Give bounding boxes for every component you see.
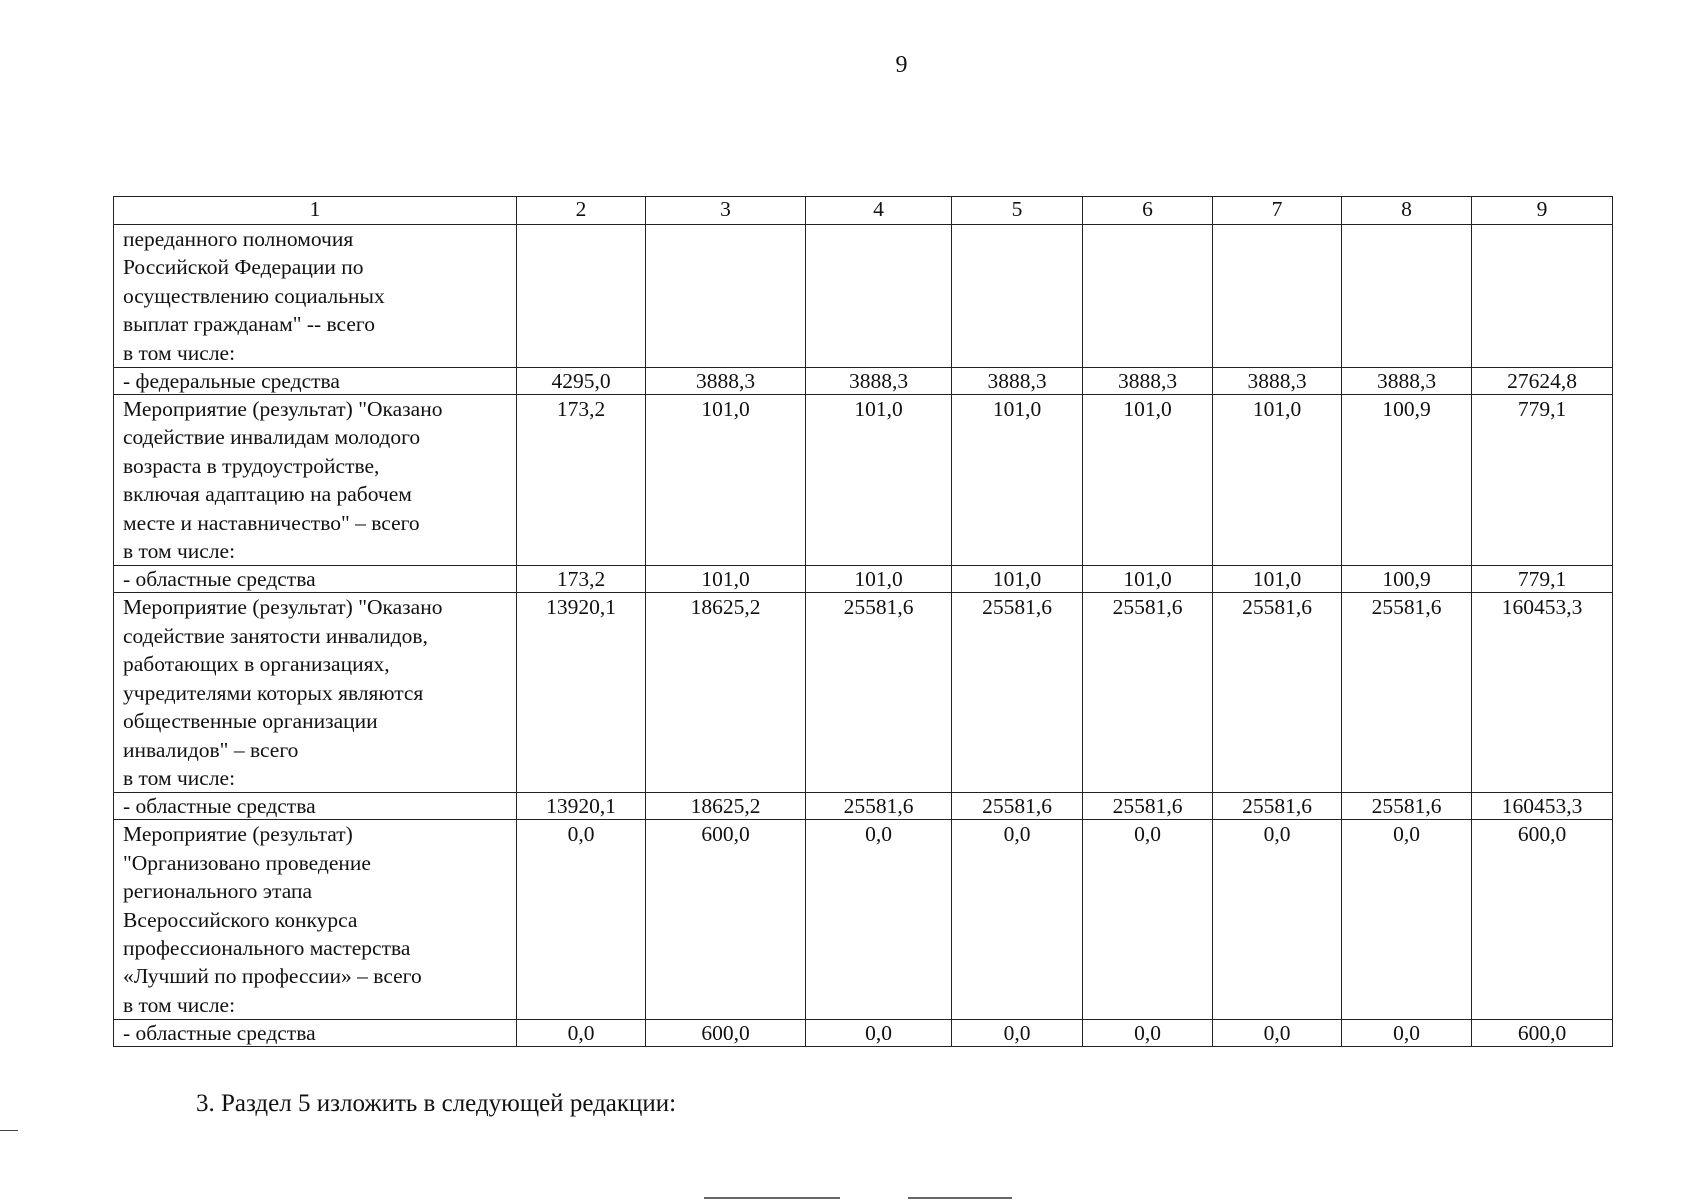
table-cell: 160453,3 (1472, 793, 1613, 820)
table-cell: 0,0 (517, 1020, 646, 1047)
column-header: 6 (1083, 197, 1213, 225)
table-cell: 25581,6 (806, 793, 952, 820)
table-cell: 18625,2 (646, 793, 806, 820)
table-cell: 101,0 (806, 395, 952, 566)
bottom-rule (908, 1197, 1012, 1199)
row-label: - областные средства (114, 1020, 517, 1047)
table-cell (646, 225, 806, 368)
column-header: 4 (806, 197, 952, 225)
table-row (114, 368, 1613, 395)
table-row (114, 1020, 1613, 1047)
table-cell: 0,0 (517, 820, 646, 1020)
table-cell: 4295,0 (517, 368, 646, 395)
table-cell: 101,0 (1083, 566, 1213, 593)
table-cell: 0,0 (1342, 1020, 1472, 1047)
table-cell: 3888,3 (1083, 368, 1213, 395)
table-cell (952, 225, 1083, 368)
table-cell: 25581,6 (952, 793, 1083, 820)
table-cell: 0,0 (806, 820, 952, 1020)
table-cell: 600,0 (646, 1020, 806, 1047)
table-cell: 25581,6 (1213, 593, 1342, 793)
table-cell: 101,0 (1213, 395, 1342, 566)
table-cell: 101,0 (1213, 566, 1342, 593)
table-cell (1083, 225, 1213, 368)
table-cell (1213, 225, 1342, 368)
table-cell: 25581,6 (806, 593, 952, 793)
table-cell: 0,0 (952, 820, 1083, 1020)
table-cell: 101,0 (1083, 395, 1213, 566)
budget-table (113, 196, 1613, 1047)
table-cell: 173,2 (517, 566, 646, 593)
table-cell: 25581,6 (1083, 593, 1213, 793)
table-cell: 25581,6 (1342, 793, 1472, 820)
table-cell: 101,0 (806, 566, 952, 593)
table-cell: 27624,8 (1472, 368, 1613, 395)
table-cell (1472, 225, 1613, 368)
column-header: 7 (1213, 197, 1342, 225)
column-header: 1 (114, 197, 517, 225)
table-cell: 3888,3 (952, 368, 1083, 395)
bottom-rule (704, 1197, 840, 1199)
table-cell: 779,1 (1472, 395, 1613, 566)
table-cell: 101,0 (646, 395, 806, 566)
row-label: Мероприятие (результат) "Оказано содействие инвалидам молодого возраста в трудоустройстве, включая адаптацию на рабочем месте и наставничество" – всего в том числе: (114, 395, 517, 566)
table-cell: 779,1 (1472, 566, 1613, 593)
table-cell: 600,0 (1472, 820, 1613, 1020)
table-cell: 173,2 (517, 395, 646, 566)
table-cell: 100,9 (1342, 395, 1472, 566)
table-row (114, 793, 1613, 820)
table-cell: 13920,1 (517, 593, 646, 793)
table-cell: 0,0 (806, 1020, 952, 1047)
column-header: 9 (1472, 197, 1613, 225)
row-label: переданного полномочия Российской Федерации по осуществлению социальных выплат гражданам" -- всего в том числе: (114, 225, 517, 368)
table-cell: 0,0 (1083, 1020, 1213, 1047)
table-row (114, 225, 1613, 368)
row-label: Мероприятие (результат) "Организовано проведение регионального этапа Всероссийского конкурса профессионального мастерства «Лучший по профессии» – всего в том числе: (114, 820, 517, 1020)
table-cell: 3888,3 (1342, 368, 1472, 395)
table-cell: 3888,3 (1213, 368, 1342, 395)
section-instruction: 3. Раздел 5 изложить в следующей редакции: (196, 1090, 677, 1117)
table-cell: 13920,1 (517, 793, 646, 820)
table-cell: 101,0 (952, 566, 1083, 593)
table-cell: 25581,6 (1213, 793, 1342, 820)
table-header-row (114, 197, 1613, 225)
table-cell: 25581,6 (1342, 593, 1472, 793)
column-header: 2 (517, 197, 646, 225)
row-label: - федеральные средства (114, 368, 517, 395)
column-header: 5 (952, 197, 1083, 225)
table-cell: 0,0 (952, 1020, 1083, 1047)
table-cell: 18625,2 (646, 593, 806, 793)
table-cell (1342, 225, 1472, 368)
column-header: 8 (1342, 197, 1472, 225)
column-header: 3 (646, 197, 806, 225)
table-cell: 3888,3 (646, 368, 806, 395)
table-cell: 101,0 (952, 395, 1083, 566)
table-cell: 101,0 (646, 566, 806, 593)
table-row (114, 566, 1613, 593)
row-label: - областные средства (114, 566, 517, 593)
margin-mark (0, 1130, 18, 1131)
table-cell: 25581,6 (952, 593, 1083, 793)
row-label: - областные средства (114, 793, 517, 820)
row-label: Мероприятие (результат) "Оказано содействие занятости инвалидов, работающих в организациях, учредителями которых являются общественные организации инвалидов" – всего в том числе: (114, 593, 517, 793)
table-cell: 0,0 (1083, 820, 1213, 1020)
table-cell (517, 225, 646, 368)
table-cell: 0,0 (1342, 820, 1472, 1020)
table-cell: 0,0 (1213, 820, 1342, 1020)
table-cell (806, 225, 952, 368)
page-number: 9 (895, 52, 908, 78)
table-cell: 0,0 (1213, 1020, 1342, 1047)
table-row (114, 820, 1613, 1020)
table-cell: 25581,6 (1083, 793, 1213, 820)
table-cell: 160453,3 (1472, 593, 1613, 793)
table-cell: 600,0 (646, 820, 806, 1020)
table-row (114, 593, 1613, 793)
table-cell: 600,0 (1472, 1020, 1613, 1047)
table-row (114, 395, 1613, 566)
table-cell: 3888,3 (806, 368, 952, 395)
table-cell: 100,9 (1342, 566, 1472, 593)
